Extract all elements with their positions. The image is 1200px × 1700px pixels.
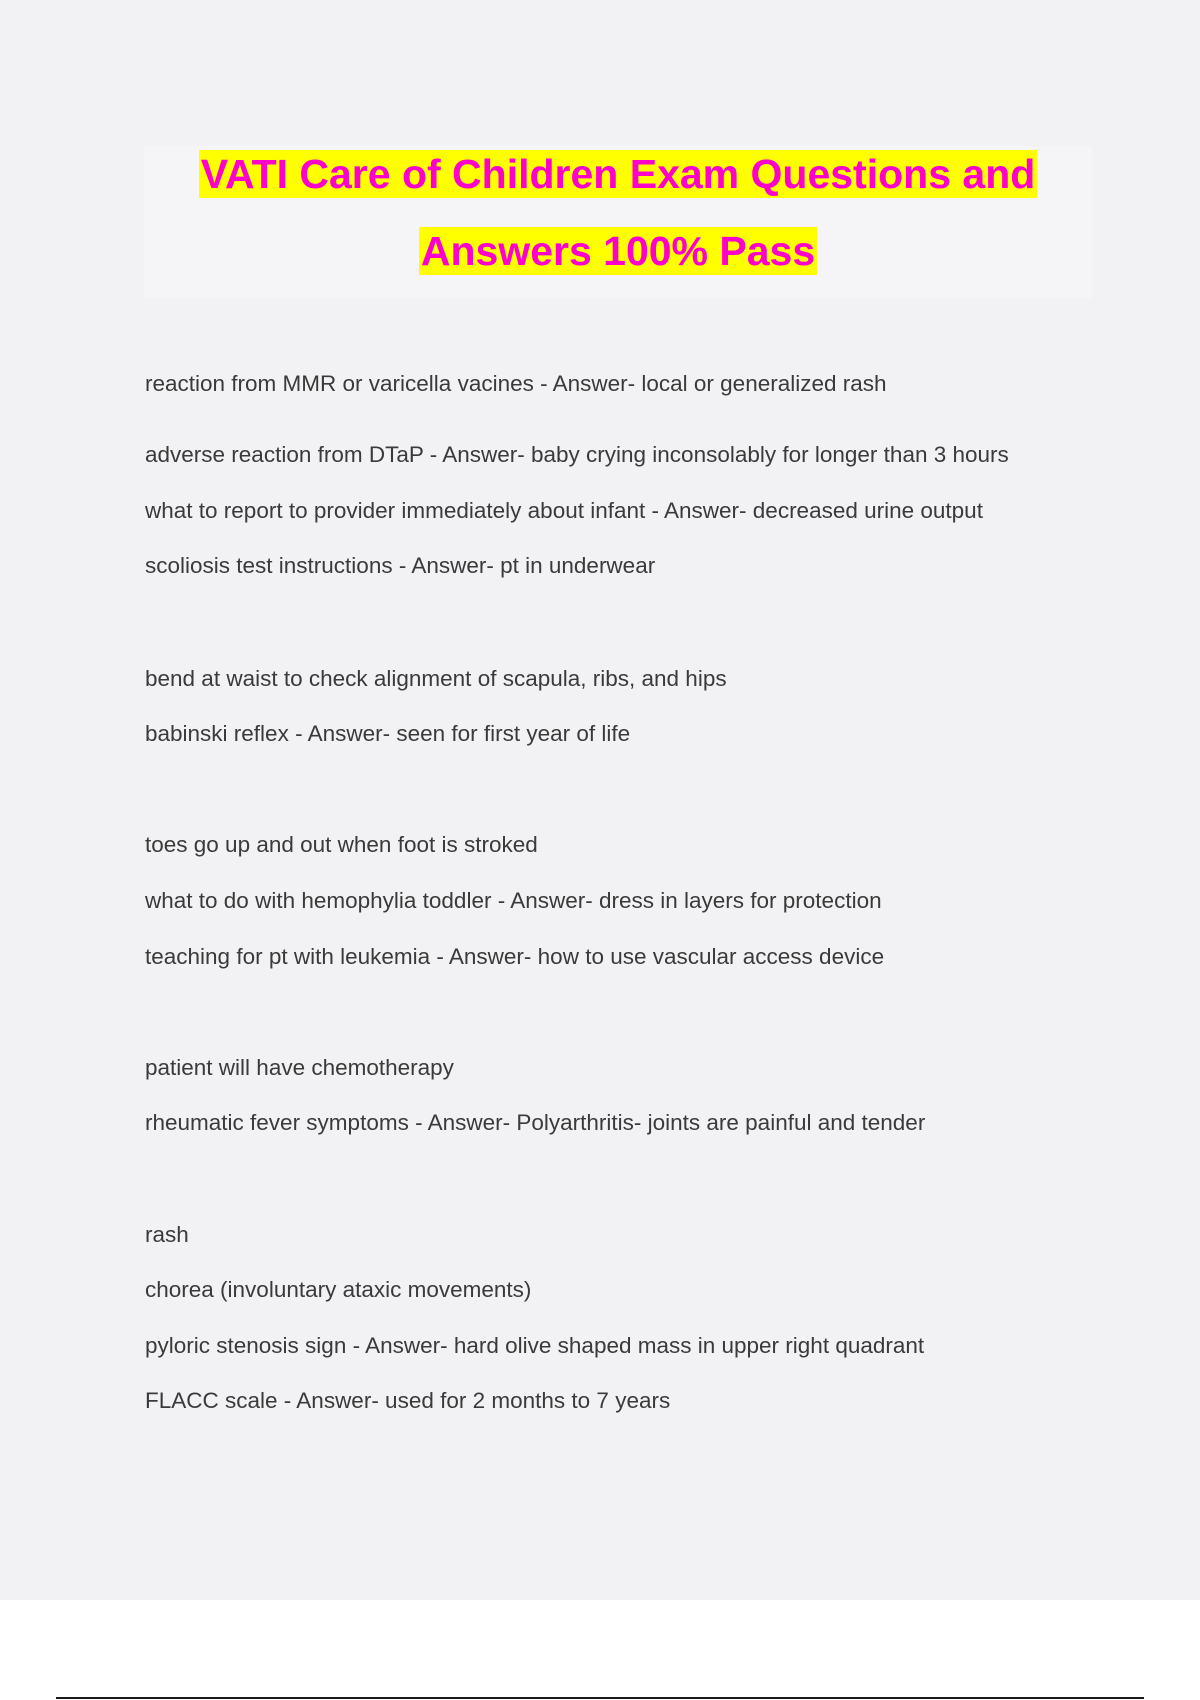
qa-line: adverse reaction from DTaP - Answer- baby crying inconsolably for longer than 3 hours bbox=[145, 442, 1009, 467]
document-title-line-1: VATI Care of Children Exam Questions and bbox=[200, 151, 1036, 197]
qa-line: bend at waist to check alignment of scapula, ribs, and hips bbox=[145, 666, 727, 691]
qa-line: babinski reflex - Answer- seen for first year of life bbox=[145, 721, 631, 746]
qa-line: chorea (involuntary ataxic movements) bbox=[145, 1277, 532, 1302]
qa-line: patient will have chemotherapy bbox=[145, 1055, 454, 1080]
qa-line: teaching for pt with leukemia - Answer- how to use vascular access device bbox=[145, 944, 885, 969]
qa-line: rash bbox=[145, 1222, 189, 1247]
qa-line: rheumatic fever symptoms - Answer- Polyarthritis- joints are painful and tender bbox=[145, 1110, 926, 1135]
qa-line: scoliosis test instructions - Answer- pt in underwear bbox=[145, 553, 656, 578]
qa-line: reaction from MMR or varicella vacines - Answer- local or generalized rash bbox=[145, 371, 887, 396]
qa-line: what to do with hemophylia toddler - Answer- dress in layers for protection bbox=[145, 888, 882, 913]
qa-line: what to report to provider immediately about infant - Answer- decreased urine output bbox=[145, 498, 983, 523]
qa-line: pyloric stenosis sign - Answer- hard olive shaped mass in upper right quadrant bbox=[145, 1333, 925, 1358]
qa-line: FLACC scale - Answer- used for 2 months to 7 years bbox=[145, 1388, 671, 1413]
qa-line: toes go up and out when foot is stroked bbox=[145, 832, 538, 857]
page-bottom-rule bbox=[56, 1697, 1144, 1699]
document-title-line-2: Answers 100% Pass bbox=[420, 228, 816, 274]
